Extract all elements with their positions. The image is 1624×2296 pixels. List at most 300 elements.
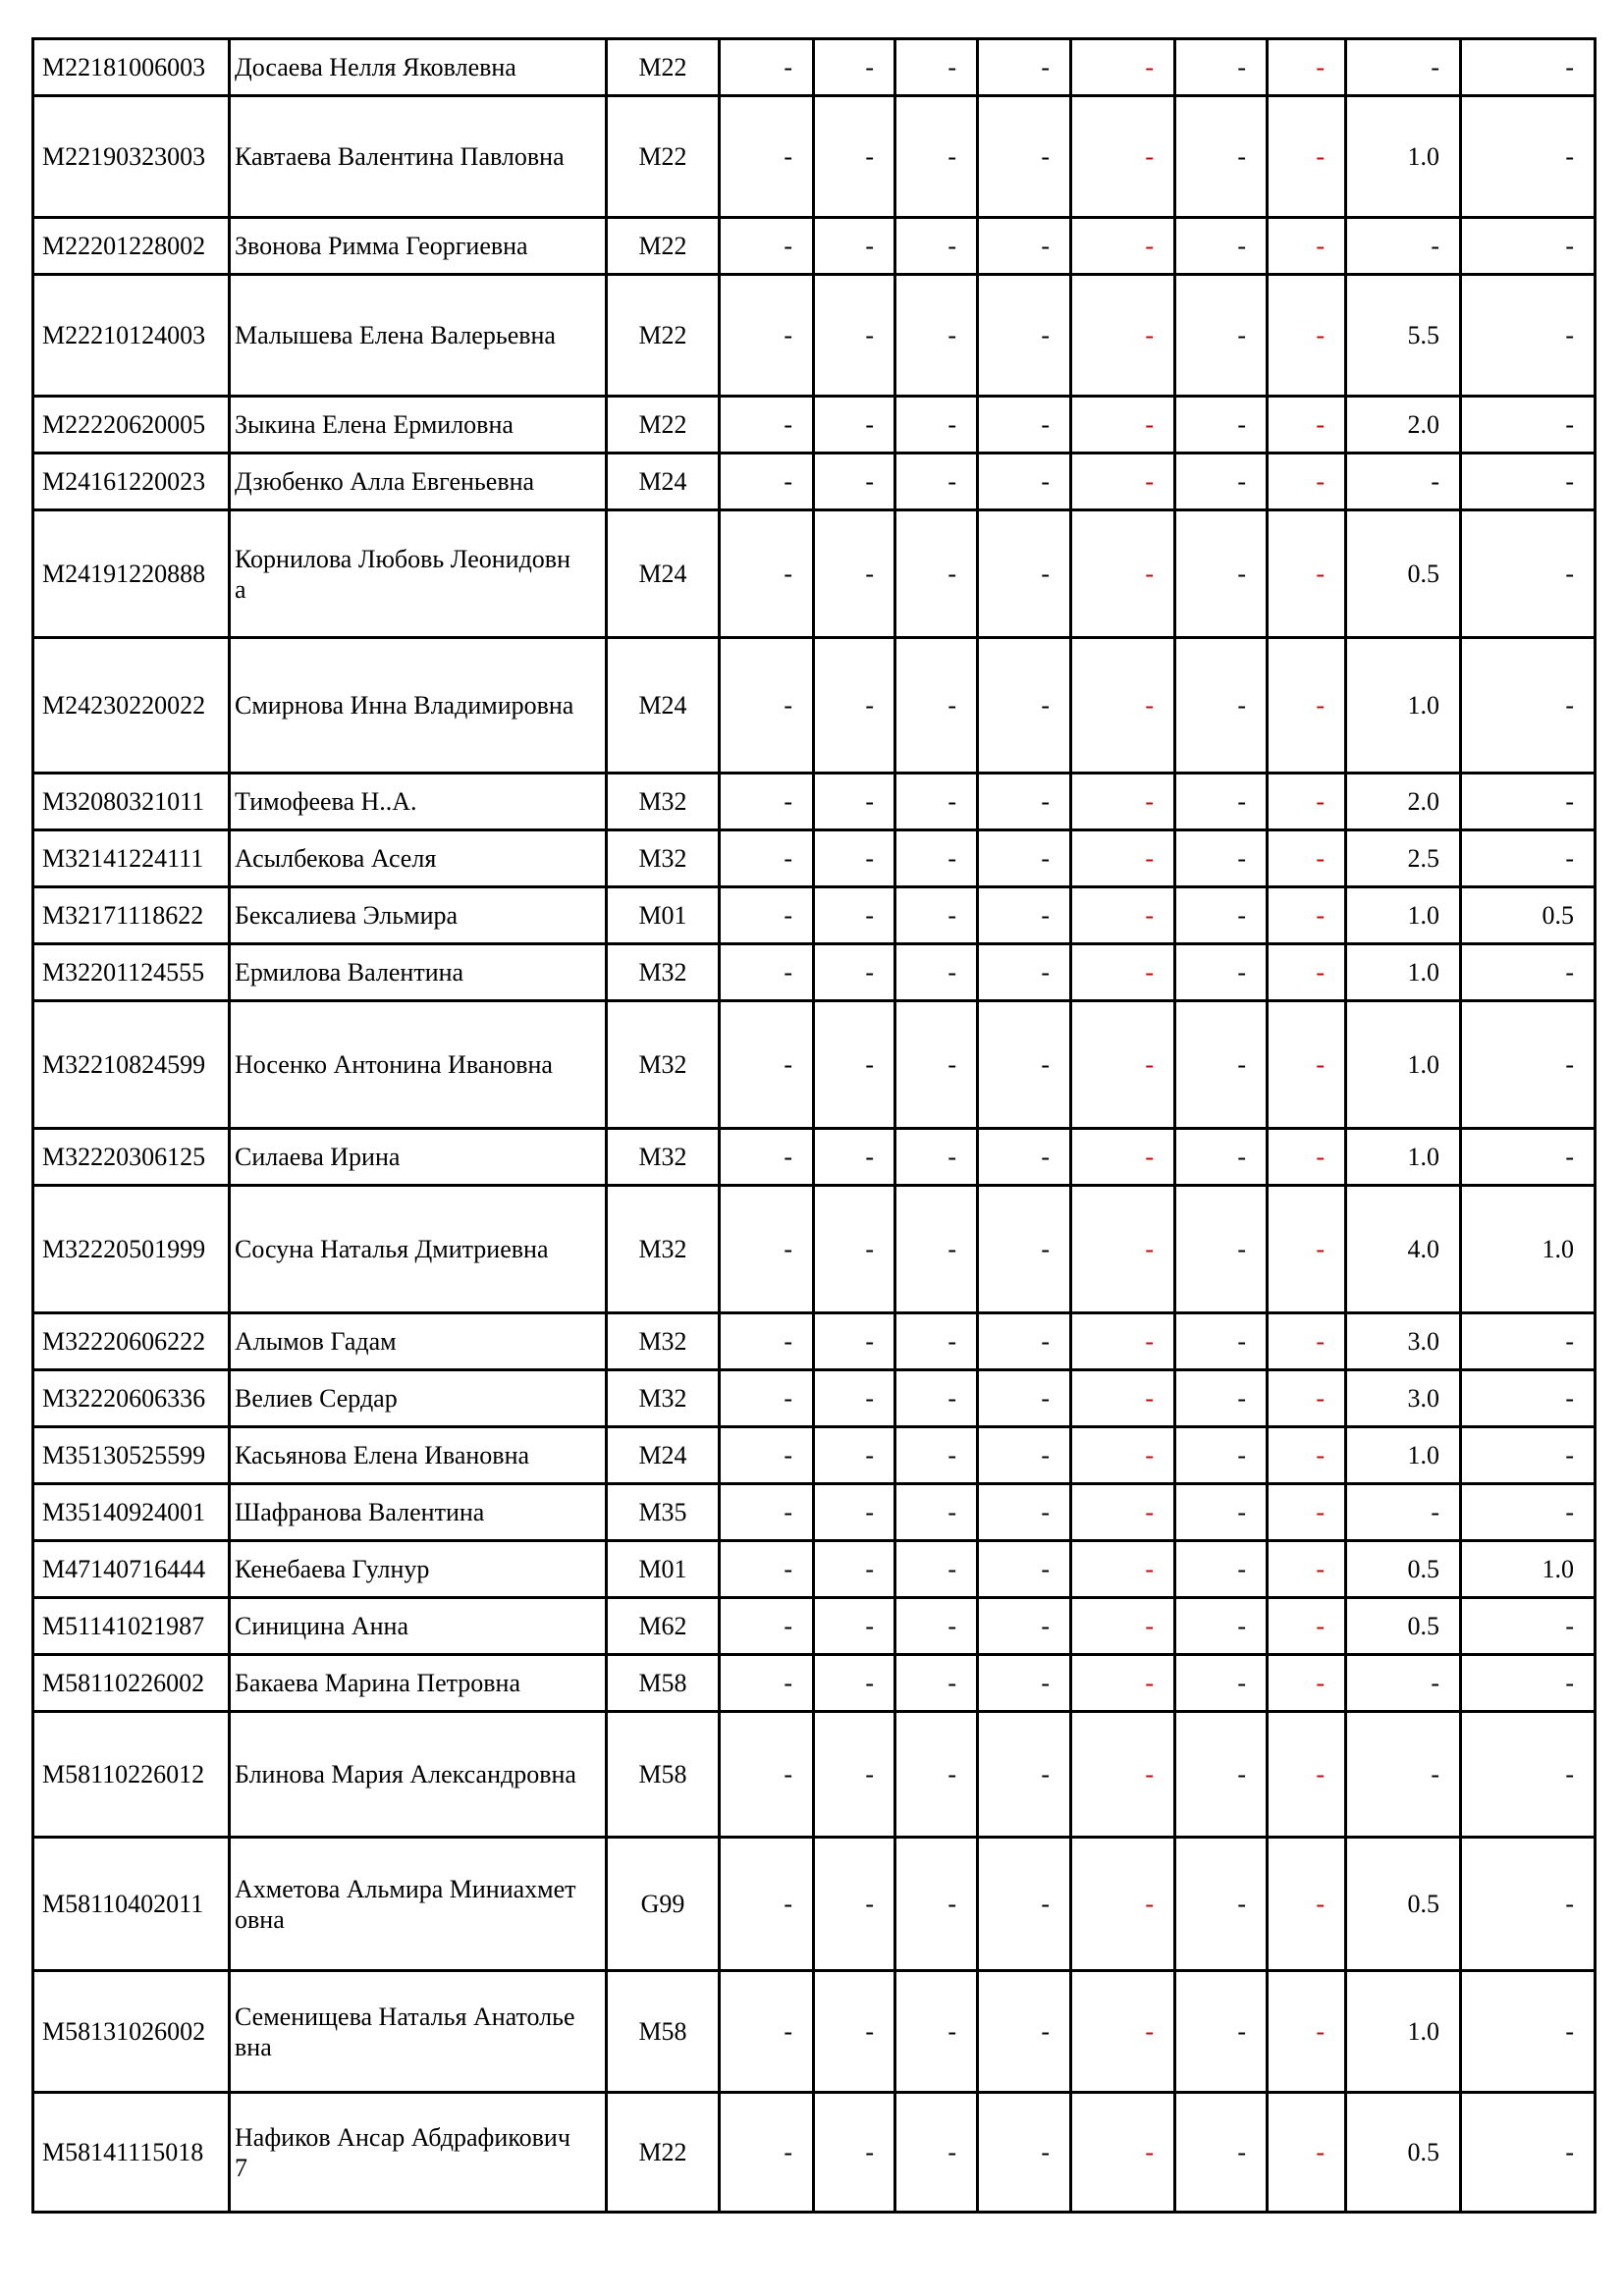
extra-score-cell: - [1461, 1712, 1596, 1838]
person-name-cell: Кенебаева Гулнур [230, 1541, 607, 1598]
empty-value-cell: - [895, 1712, 978, 1838]
empty-value-cell: - [978, 1484, 1071, 1541]
empty-value-cell: - [814, 830, 895, 887]
empty-value-cell: - [814, 275, 895, 397]
empty-value-cell: - [895, 887, 978, 944]
empty-value-cell: - [1268, 830, 1346, 887]
empty-value-cell: - [1175, 1427, 1268, 1484]
empty-value-cell: - [1268, 1712, 1346, 1838]
empty-value-cell: - [978, 510, 1071, 638]
person-name-cell: Асылбекова Аселя [230, 830, 607, 887]
empty-value-cell: - [720, 218, 814, 275]
empty-value-cell: - [1071, 1001, 1175, 1129]
group-code-cell: M24 [607, 638, 720, 774]
empty-value-cell: - [1071, 1838, 1175, 1971]
empty-value-cell: - [895, 397, 978, 454]
extra-score-cell: 1.0 [1461, 1541, 1596, 1598]
table-row [33, 275, 1596, 397]
empty-value-cell: - [1268, 275, 1346, 397]
score-cell: 1.0 [1346, 887, 1461, 944]
table-row [33, 1598, 1596, 1655]
empty-value-cell: - [720, 1186, 814, 1313]
group-code-cell: M32 [607, 1129, 720, 1186]
table-row [33, 397, 1596, 454]
score-cell: - [1346, 1655, 1461, 1712]
person-name-cell: Смирнова Инна Владимировна [230, 638, 607, 774]
record-id-cell: M35130525599 [33, 1427, 230, 1484]
group-code-cell: M58 [607, 1712, 720, 1838]
empty-value-cell: - [978, 1313, 1071, 1370]
empty-value-cell: - [1268, 454, 1346, 510]
empty-value-cell: - [1175, 275, 1268, 397]
table-row [33, 1313, 1596, 1370]
empty-value-cell: - [1071, 830, 1175, 887]
record-id-cell: M58110402011 [33, 1838, 230, 1971]
empty-value-cell: - [1071, 510, 1175, 638]
score-cell: 5.5 [1346, 275, 1461, 397]
table-row [33, 1712, 1596, 1838]
table-row [33, 774, 1596, 830]
empty-value-cell: - [1071, 2093, 1175, 2213]
empty-value-cell: - [1071, 1129, 1175, 1186]
empty-value-cell: - [978, 1712, 1071, 1838]
empty-value-cell: - [895, 510, 978, 638]
table-row [33, 1427, 1596, 1484]
person-name-cell: Силаева Ирина [230, 1129, 607, 1186]
empty-value-cell: - [814, 1129, 895, 1186]
empty-value-cell: - [1175, 1838, 1268, 1971]
empty-value-cell: - [1175, 1971, 1268, 2093]
empty-value-cell: - [1175, 1129, 1268, 1186]
group-code-cell: M24 [607, 454, 720, 510]
empty-value-cell: - [1268, 944, 1346, 1001]
empty-value-cell: - [1268, 1541, 1346, 1598]
empty-value-cell: - [814, 944, 895, 1001]
extra-score-cell: - [1461, 454, 1596, 510]
score-cell: 1.0 [1346, 1129, 1461, 1186]
record-id-cell: M58131026002 [33, 1971, 230, 2093]
empty-value-cell: - [978, 454, 1071, 510]
empty-value-cell: - [1268, 638, 1346, 774]
person-name-cell: Велиев Сердар [230, 1370, 607, 1427]
empty-value-cell: - [978, 1001, 1071, 1129]
extra-score-cell: - [1461, 1001, 1596, 1129]
empty-value-cell: - [720, 1370, 814, 1427]
empty-value-cell: - [978, 1427, 1071, 1484]
score-cell: 0.5 [1346, 510, 1461, 638]
person-name-cell: Касьянова Елена Ивановна [230, 1427, 607, 1484]
table-row [33, 1484, 1596, 1541]
empty-value-cell: - [1071, 39, 1175, 96]
empty-value-cell: - [1071, 1541, 1175, 1598]
empty-value-cell: - [720, 39, 814, 96]
extra-score-cell: - [1461, 96, 1596, 218]
extra-score-cell: - [1461, 830, 1596, 887]
empty-value-cell: - [814, 1370, 895, 1427]
empty-value-cell: - [720, 774, 814, 830]
table-row [33, 39, 1596, 96]
table-row [33, 1541, 1596, 1598]
empty-value-cell: - [1175, 454, 1268, 510]
empty-value-cell: - [814, 1313, 895, 1370]
record-id-cell: M35140924001 [33, 1484, 230, 1541]
empty-value-cell: - [1175, 1001, 1268, 1129]
empty-value-cell: - [720, 830, 814, 887]
empty-value-cell: - [895, 1001, 978, 1129]
empty-value-cell: - [1175, 218, 1268, 275]
empty-value-cell: - [720, 1484, 814, 1541]
extra-score-cell: - [1461, 1370, 1596, 1427]
group-code-cell: M22 [607, 2093, 720, 2213]
group-code-cell: M01 [607, 887, 720, 944]
group-code-cell: M24 [607, 510, 720, 638]
empty-value-cell: - [895, 218, 978, 275]
score-cell: - [1346, 218, 1461, 275]
empty-value-cell: - [895, 39, 978, 96]
empty-value-cell: - [720, 1129, 814, 1186]
empty-value-cell: - [1268, 1838, 1346, 1971]
score-cell: 1.0 [1346, 638, 1461, 774]
record-id-cell: M22210124003 [33, 275, 230, 397]
extra-score-cell: - [1461, 1427, 1596, 1484]
group-code-cell: M32 [607, 1313, 720, 1370]
empty-value-cell: - [895, 774, 978, 830]
person-name-cell: Зыкина Елена Ермиловна [230, 397, 607, 454]
empty-value-cell: - [814, 1484, 895, 1541]
empty-value-cell: - [1071, 1484, 1175, 1541]
record-id-cell: M58110226002 [33, 1655, 230, 1712]
person-name-cell: Блинова Мария Александровна [230, 1712, 607, 1838]
group-code-cell: M22 [607, 39, 720, 96]
score-cell: 1.0 [1346, 1971, 1461, 2093]
empty-value-cell: - [895, 830, 978, 887]
extra-score-cell: - [1461, 2093, 1596, 2213]
empty-value-cell: - [895, 1838, 978, 1971]
empty-value-cell: - [1071, 1598, 1175, 1655]
group-code-cell: M58 [607, 1971, 720, 2093]
empty-value-cell: - [1175, 1598, 1268, 1655]
score-cell: 0.5 [1346, 2093, 1461, 2213]
results-table [31, 37, 1597, 2214]
extra-score-cell: - [1461, 275, 1596, 397]
record-id-cell: M32201124555 [33, 944, 230, 1001]
table-body [33, 39, 1596, 2213]
score-cell: 0.5 [1346, 1598, 1461, 1655]
table-row [33, 96, 1596, 218]
record-id-cell: M51141021987 [33, 1598, 230, 1655]
extra-score-cell: - [1461, 1838, 1596, 1971]
person-name-cell: Тимофеева Н..А. [230, 774, 607, 830]
empty-value-cell: - [895, 1484, 978, 1541]
empty-value-cell: - [1268, 39, 1346, 96]
empty-value-cell: - [1175, 774, 1268, 830]
record-id-cell: M47140716444 [33, 1541, 230, 1598]
record-id-cell: M32171118622 [33, 887, 230, 944]
extra-score-cell: - [1461, 218, 1596, 275]
empty-value-cell: - [1071, 218, 1175, 275]
empty-value-cell: - [1175, 944, 1268, 1001]
empty-value-cell: - [895, 275, 978, 397]
empty-value-cell: - [978, 275, 1071, 397]
score-cell: - [1346, 454, 1461, 510]
empty-value-cell: - [1268, 1313, 1346, 1370]
record-id-cell: M58110226012 [33, 1712, 230, 1838]
empty-value-cell: - [814, 1001, 895, 1129]
extra-score-cell: - [1461, 1129, 1596, 1186]
score-cell: 1.0 [1346, 1427, 1461, 1484]
group-code-cell: M22 [607, 397, 720, 454]
table-row [33, 454, 1596, 510]
score-cell: 2.5 [1346, 830, 1461, 887]
table-row [33, 1129, 1596, 1186]
table-row [33, 638, 1596, 774]
empty-value-cell: - [814, 1427, 895, 1484]
empty-value-cell: - [814, 1971, 895, 2093]
empty-value-cell: - [978, 1971, 1071, 2093]
empty-value-cell: - [1175, 1655, 1268, 1712]
empty-value-cell: - [814, 774, 895, 830]
empty-value-cell: - [814, 218, 895, 275]
person-name-cell: Бакаева Марина Петровна [230, 1655, 607, 1712]
empty-value-cell: - [1071, 1370, 1175, 1427]
group-code-cell: M22 [607, 218, 720, 275]
empty-value-cell: - [1175, 1313, 1268, 1370]
empty-value-cell: - [978, 39, 1071, 96]
empty-value-cell: - [720, 1001, 814, 1129]
empty-value-cell: - [978, 397, 1071, 454]
empty-value-cell: - [1175, 1541, 1268, 1598]
extra-score-cell: - [1461, 1484, 1596, 1541]
empty-value-cell: - [1175, 638, 1268, 774]
record-id-cell: M32220606222 [33, 1313, 230, 1370]
empty-value-cell: - [1268, 397, 1346, 454]
empty-value-cell: - [895, 1655, 978, 1712]
empty-value-cell: - [895, 454, 978, 510]
extra-score-cell: - [1461, 1655, 1596, 1712]
empty-value-cell: - [1268, 887, 1346, 944]
group-code-cell: M32 [607, 830, 720, 887]
record-id-cell: M24161220023 [33, 454, 230, 510]
empty-value-cell: - [895, 638, 978, 774]
empty-value-cell: - [720, 275, 814, 397]
group-code-cell: M22 [607, 96, 720, 218]
empty-value-cell: - [814, 1186, 895, 1313]
empty-value-cell: - [978, 774, 1071, 830]
empty-value-cell: - [978, 1541, 1071, 1598]
extra-score-cell: - [1461, 1598, 1596, 1655]
empty-value-cell: - [814, 510, 895, 638]
empty-value-cell: - [1268, 774, 1346, 830]
record-id-cell: M24191220888 [33, 510, 230, 638]
table-row [33, 1001, 1596, 1129]
score-cell: 0.5 [1346, 1838, 1461, 1971]
record-id-cell: M22201228002 [33, 218, 230, 275]
empty-value-cell: - [978, 218, 1071, 275]
empty-value-cell: - [978, 1838, 1071, 1971]
empty-value-cell: - [1268, 1370, 1346, 1427]
score-cell: - [1346, 39, 1461, 96]
record-id-cell: M32220501999 [33, 1186, 230, 1313]
empty-value-cell: - [978, 1129, 1071, 1186]
person-name-cell: Звонова Римма Георгиевна [230, 218, 607, 275]
empty-value-cell: - [1071, 1313, 1175, 1370]
empty-value-cell: - [1175, 2093, 1268, 2213]
score-cell: 1.0 [1346, 944, 1461, 1001]
group-code-cell: M32 [607, 944, 720, 1001]
table-row [33, 1655, 1596, 1712]
empty-value-cell: - [978, 944, 1071, 1001]
group-code-cell: M32 [607, 1186, 720, 1313]
extra-score-cell: - [1461, 1971, 1596, 2093]
empty-value-cell: - [1268, 1001, 1346, 1129]
group-code-cell: M32 [607, 774, 720, 830]
person-name-cell: Корнилова Любовь Леонидовн а [230, 510, 607, 638]
score-cell: 1.0 [1346, 1001, 1461, 1129]
empty-value-cell: - [1175, 830, 1268, 887]
empty-value-cell: - [1071, 1655, 1175, 1712]
empty-value-cell: - [1071, 454, 1175, 510]
group-code-cell: M62 [607, 1598, 720, 1655]
person-name-cell: Досаева Нелля Яковлевна [230, 39, 607, 96]
empty-value-cell: - [720, 397, 814, 454]
group-code-cell: M32 [607, 1001, 720, 1129]
empty-value-cell: - [814, 39, 895, 96]
empty-value-cell: - [1071, 397, 1175, 454]
empty-value-cell: - [1268, 1186, 1346, 1313]
empty-value-cell: - [1268, 218, 1346, 275]
extra-score-cell: - [1461, 397, 1596, 454]
score-cell: 4.0 [1346, 1186, 1461, 1313]
empty-value-cell: - [1071, 1712, 1175, 1838]
person-name-cell: Семенищева Наталья Анатолье вна [230, 1971, 607, 2093]
group-code-cell: M32 [607, 1370, 720, 1427]
record-id-cell: M32141224111 [33, 830, 230, 887]
score-cell: - [1346, 1484, 1461, 1541]
empty-value-cell: - [1175, 510, 1268, 638]
table-row [33, 2093, 1596, 2213]
extra-score-cell: - [1461, 638, 1596, 774]
empty-value-cell: - [814, 454, 895, 510]
empty-value-cell: - [720, 1313, 814, 1370]
empty-value-cell: - [814, 887, 895, 944]
empty-value-cell: - [1175, 1186, 1268, 1313]
empty-value-cell: - [895, 1370, 978, 1427]
empty-value-cell: - [895, 96, 978, 218]
record-id-cell: M58141115018 [33, 2093, 230, 2213]
empty-value-cell: - [1268, 1129, 1346, 1186]
empty-value-cell: - [978, 638, 1071, 774]
empty-value-cell: - [1071, 638, 1175, 774]
person-name-cell: Бексалиева Эльмира [230, 887, 607, 944]
score-cell: 3.0 [1346, 1313, 1461, 1370]
record-id-cell: M32210824599 [33, 1001, 230, 1129]
empty-value-cell: - [978, 1370, 1071, 1427]
empty-value-cell: - [1071, 774, 1175, 830]
empty-value-cell: - [895, 1598, 978, 1655]
empty-value-cell: - [720, 1971, 814, 2093]
empty-value-cell: - [895, 1971, 978, 2093]
empty-value-cell: - [1268, 1598, 1346, 1655]
score-cell: - [1346, 1712, 1461, 1838]
empty-value-cell: - [895, 1541, 978, 1598]
empty-value-cell: - [1268, 1427, 1346, 1484]
table-row [33, 1838, 1596, 1971]
person-name-cell: Нафиков Ансар Абдрафикович 7 [230, 2093, 607, 2213]
empty-value-cell: - [978, 2093, 1071, 2213]
person-name-cell: Сосуна Наталья Дмитриевна [230, 1186, 607, 1313]
empty-value-cell: - [720, 944, 814, 1001]
extra-score-cell: 1.0 [1461, 1186, 1596, 1313]
record-id-cell: M32220606336 [33, 1370, 230, 1427]
record-id-cell: M22190323003 [33, 96, 230, 218]
table-row [33, 1370, 1596, 1427]
empty-value-cell: - [895, 1186, 978, 1313]
score-cell: 3.0 [1346, 1370, 1461, 1427]
person-name-cell: Алымов Гадам [230, 1313, 607, 1370]
score-cell: 2.0 [1346, 774, 1461, 830]
record-id-cell: M24230220022 [33, 638, 230, 774]
record-id-cell: M22220620005 [33, 397, 230, 454]
empty-value-cell: - [814, 1655, 895, 1712]
group-code-cell: M22 [607, 275, 720, 397]
empty-value-cell: - [814, 1598, 895, 1655]
extra-score-cell: - [1461, 39, 1596, 96]
empty-value-cell: - [895, 944, 978, 1001]
group-code-cell: G99 [607, 1838, 720, 1971]
person-name-cell: Шафранова Валентина [230, 1484, 607, 1541]
extra-score-cell: 0.5 [1461, 887, 1596, 944]
person-name-cell: Носенко Антонина Ивановна [230, 1001, 607, 1129]
empty-value-cell: - [720, 1838, 814, 1971]
empty-value-cell: - [1268, 2093, 1346, 2213]
empty-value-cell: - [720, 1712, 814, 1838]
empty-value-cell: - [1175, 887, 1268, 944]
empty-value-cell: - [720, 96, 814, 218]
empty-value-cell: - [720, 1541, 814, 1598]
empty-value-cell: - [1268, 1971, 1346, 2093]
record-id-cell: M22181006003 [33, 39, 230, 96]
empty-value-cell: - [1175, 397, 1268, 454]
empty-value-cell: - [720, 2093, 814, 2213]
empty-value-cell: - [1071, 1427, 1175, 1484]
empty-value-cell: - [720, 1427, 814, 1484]
extra-score-cell: - [1461, 510, 1596, 638]
empty-value-cell: - [895, 1427, 978, 1484]
empty-value-cell: - [1268, 96, 1346, 218]
empty-value-cell: - [1071, 96, 1175, 218]
record-id-cell: M32220306125 [33, 1129, 230, 1186]
table-row [33, 1971, 1596, 2093]
table-row [33, 887, 1596, 944]
extra-score-cell: - [1461, 774, 1596, 830]
empty-value-cell: - [1175, 1370, 1268, 1427]
group-code-cell: M58 [607, 1655, 720, 1712]
empty-value-cell: - [978, 1186, 1071, 1313]
empty-value-cell: - [720, 454, 814, 510]
group-code-cell: M01 [607, 1541, 720, 1598]
empty-value-cell: - [1175, 39, 1268, 96]
empty-value-cell: - [1268, 1484, 1346, 1541]
empty-value-cell: - [814, 1712, 895, 1838]
empty-value-cell: - [720, 1598, 814, 1655]
extra-score-cell: - [1461, 944, 1596, 1001]
empty-value-cell: - [1071, 887, 1175, 944]
empty-value-cell: - [895, 1313, 978, 1370]
empty-value-cell: - [895, 1129, 978, 1186]
empty-value-cell: - [814, 1838, 895, 1971]
group-code-cell: M24 [607, 1427, 720, 1484]
group-code-cell: M35 [607, 1484, 720, 1541]
